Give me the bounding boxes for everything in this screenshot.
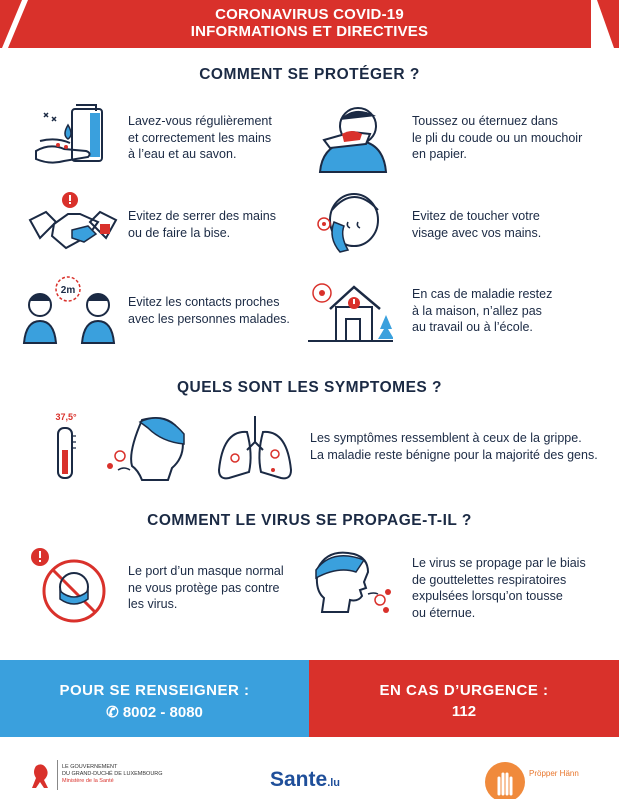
protect-text-3: Evitez de serrer des mains ou de faire la bise. bbox=[128, 209, 276, 240]
protect-text-1: Lavez-vous régulièrement et correctement les mains à l’eau et au savon. bbox=[128, 114, 272, 161]
face-touch-icon bbox=[312, 188, 387, 263]
handshake-icon bbox=[28, 190, 118, 260]
handwash-icon bbox=[28, 95, 108, 175]
propper-hann-logo bbox=[485, 760, 525, 799]
luxembourg-lion-logo bbox=[30, 762, 52, 790]
title-line-2: INFORMATIONS ET DIRECTIVES bbox=[190, 23, 429, 40]
info-title: POUR SE RENSEIGNER : bbox=[59, 682, 250, 699]
logo-divider bbox=[57, 760, 58, 790]
lungs-icon bbox=[215, 412, 295, 482]
section-title-symptoms: QUELS SONT LES SYMPTOMES ? bbox=[176, 379, 443, 396]
phone-number-row[interactable] bbox=[0, 703, 309, 721]
distance-label: 2m bbox=[60, 285, 76, 296]
section-title-protect: COMMENT SE PROTÉGER ? bbox=[199, 66, 420, 83]
distance-icon bbox=[22, 275, 117, 345]
spread-text-1: Le port d’un masque normal ne vous protège pas contre les virus. bbox=[128, 564, 284, 611]
government-text: LE GOUVERNEMENT DU GRAND-DUCHÉ DE LUXEMBOURG Ministère de la Santé bbox=[62, 764, 163, 784]
protect-text-4: Evitez de toucher votre visage avec vos mains. bbox=[412, 209, 542, 240]
stay-home-icon bbox=[308, 275, 393, 347]
protect-text-5: Evitez les contacts proches avec les personnes malades. bbox=[128, 295, 290, 326]
sante-logo[interactable]: Sante.lu bbox=[270, 768, 341, 791]
phone-number: 8002 - 8080 bbox=[122, 704, 203, 721]
emergency-number[interactable]: 112 bbox=[451, 703, 477, 720]
sneeze-icon bbox=[308, 548, 394, 623]
propper-hann-text: Pröpper Hänn bbox=[529, 769, 579, 778]
emergency-title: EN CAS D’URGENCE : bbox=[379, 682, 549, 699]
emergency-panel bbox=[309, 660, 619, 737]
cough-elbow-icon bbox=[310, 100, 390, 175]
temperature-label: 37,5° bbox=[55, 412, 77, 422]
info-panel bbox=[0, 660, 309, 737]
protect-text-6: En cas de maladie restez à la maison, n’allez pas au travail ou à l’école. bbox=[412, 287, 553, 334]
section-title-spread: COMMENT LE VIRUS SE PROPAGE-T-IL ? bbox=[147, 512, 472, 529]
cough-face-icon bbox=[104, 412, 190, 482]
title-line-1: CORONAVIRUS COVID-19 bbox=[215, 6, 404, 23]
page-title bbox=[0, 6, 619, 40]
symptoms-text: Les symptômes ressemblent à ceux de la grippe. La maladie reste bénigne pour la majorité des gens. bbox=[310, 431, 598, 462]
spread-text-2: Le virus se propage par le biais de gouttelettes respiratoires expulsées lorsqu’on tousse ou éternue. bbox=[412, 556, 586, 620]
no-mask-icon bbox=[28, 545, 108, 625]
protect-text-2: Toussez ou éternuez dans le pli du coude ou un mouchoir en papier. bbox=[412, 114, 583, 161]
phone-icon: ✆ bbox=[106, 704, 119, 721]
thermometer-icon bbox=[46, 410, 86, 482]
